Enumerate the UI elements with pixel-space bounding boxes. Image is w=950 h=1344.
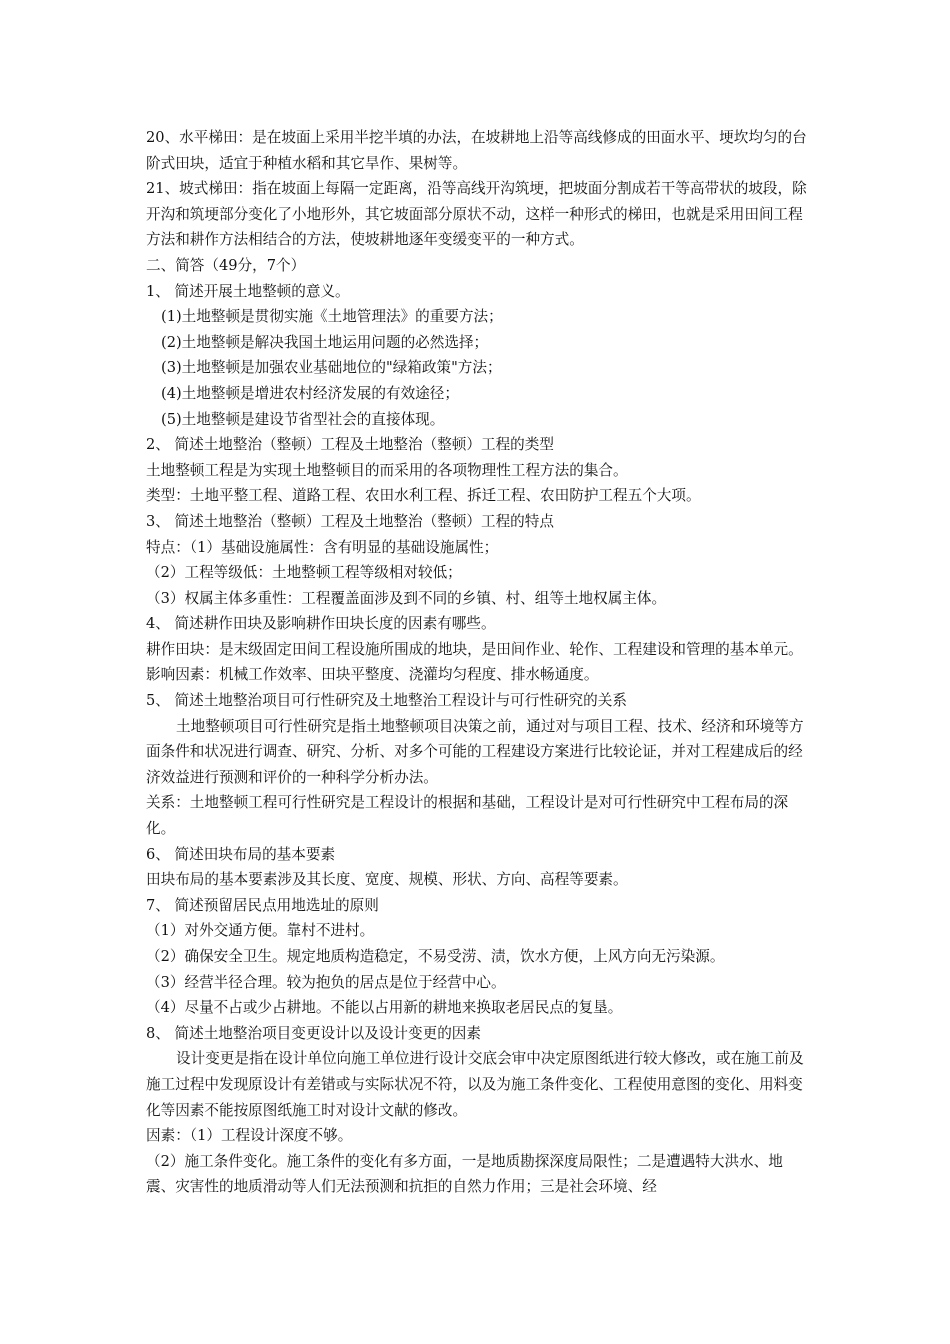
- question-6-heading: 6、 简述田块布局的基本要素: [146, 845, 336, 863]
- answer-4-definition: 耕作田块：是末级固定田间工程设施所围成的地块，是田间作业、轮作、工程建设和管理的基本单元。: [146, 640, 803, 658]
- answer-8-definition: 设计变更是指在设计单位向施工单位进行设计交底会审中决定原图纸进行较大修改，或在施工前及施工过程中发现原设计有差错或与实际状况不符，以及为施工条件变化、工程使用意图的变化、用料变化等因素不能按原图纸施工时对设计文献的修改。: [146, 1050, 804, 1119]
- answer-7-item-1: （1）对外交通方便。靠村不进村。: [146, 922, 375, 940]
- question-7-heading: 7、 简述预留居民点用地选址的原则: [146, 896, 379, 914]
- answer-3-item-2: （2）工程等级低：土地整顿工程等级相对较低；: [146, 564, 462, 582]
- definition-20: 20、水平梯田：是在坡面上采用半挖半填的办法，在坡耕地上沿等高线修成的田面水平、埂坎均匀的台阶式田块，适宜于种植水稻和其它旱作、果树等。: [146, 129, 807, 172]
- answer-3-item-1: 特点：（1）基础设施属性：含有明显的基础设施属性；: [146, 538, 499, 556]
- question-1-heading: 1、 简述开展土地整顿的意义。: [146, 282, 350, 300]
- definition-21: 21、坡式梯田：指在坡面上每隔一定距离，沿等高线开沟筑埂，把坡面分割成若干等高带状的坡段，除开沟和筑埂部分变化了小地形外，其它坡面部分原状不动，这样一种形式的梯田，也就是采用田间工程方法和耕作方法相结合的方法，使坡耕地逐年变缓变平的一种方式。: [146, 180, 807, 249]
- answer-5-definition: 土地整顿项目可行性研究是指土地整顿项目决策之前，通过对与项目工程、技术、经济和环境等方面条件和状况进行调查、研究、分析、对多个可能的工程建设方案进行比较论证，并对工程建成后的经济效益进行预测和评价的一种科学分析办法。: [146, 717, 804, 786]
- section-heading-short-answer: 二、简答（49分，7个）: [146, 256, 306, 274]
- answer-7-item-4: （4）尽量不占或少占耕地。不能以占用新的耕地来换取老居民点的复垦。: [146, 999, 623, 1017]
- answer-3-item-3: （3）权属主体多重性：工程覆盖面涉及到不同的乡镇、村、组等土地权属主体。: [146, 589, 667, 607]
- question-5-heading: 5、 简述土地整治项目可行性研究及土地整治工程设计与可行性研究的关系: [146, 692, 627, 710]
- document-page: [146, 125, 811, 1200]
- answer-2-definition: 土地整顿工程是为实现土地整顿目的而采用的各项物理性工程方法的集合。: [146, 461, 628, 479]
- answer-1-item-4: (4)土地整顿是增进农村经济发展的有效途径；: [161, 384, 459, 402]
- answer-7-item-3: （3）经营半径合理。较为抱负的居点是位于经营中心。: [146, 973, 506, 991]
- answer-2-types: 类型：土地平整工程、道路工程、农田水利工程、拆迁工程、农田防护工程五个大项。: [146, 487, 701, 505]
- answer-1-item-2: (2)土地整顿是解决我国土地运用问题的必然选择；: [161, 333, 489, 351]
- question-2-heading: 2、 简述土地整治（整顿）工程及土地整治（整顿）工程的类型: [146, 436, 554, 454]
- answer-5-relation: 关系：土地整顿工程可行性研究是工程设计的根据和基础，工程设计是对可行性研究中工程布局的深化。: [146, 794, 789, 838]
- answer-1-item-1: (1)土地整顿是贯彻实施《土地管理法》的重要方法；: [161, 308, 503, 326]
- answer-6-text: 田块布局的基本要素涉及其长度、宽度、规模、形状、方向、高程等要素。: [146, 871, 628, 889]
- answer-1-item-3: (3)土地整顿是加强农业基础地位的"绿箱政策"方法；: [161, 359, 502, 377]
- answer-4-factors: 影响因素：机械工作效率、田块平整度、浇灌均匀程度、排水畅通度。: [146, 666, 599, 684]
- answer-7-item-2: （2）确保安全卫生。规定地质构造稳定，不易受涝、渍，饮水方便，上风方向无污染源。: [146, 948, 725, 965]
- question-8-heading: 8、 简述土地整治项目变更设计以及设计变更的因素: [146, 1024, 481, 1042]
- question-4-heading: 4、 简述耕作田块及影响耕作田块长度的因素有哪些。: [146, 615, 496, 633]
- answer-1-item-5: (5)土地整顿是建设节省型社会的直接体现。: [161, 410, 445, 428]
- answer-8-factor-1: 因素：（1）工程设计深度不够。: [146, 1127, 353, 1145]
- question-3-heading: 3、 简述土地整治（整顿）工程及土地整治（整顿）工程的特点: [146, 512, 554, 530]
- answer-8-factor-2: （2）施工条件变化。施工条件的变化有多方面，一是地质勘探深度局限性；二是遭遇特大洪水、地震、灾害性的地质滑动等人们无法预测和抗拒的自然力作用；三是社会环境、经: [146, 1152, 783, 1196]
